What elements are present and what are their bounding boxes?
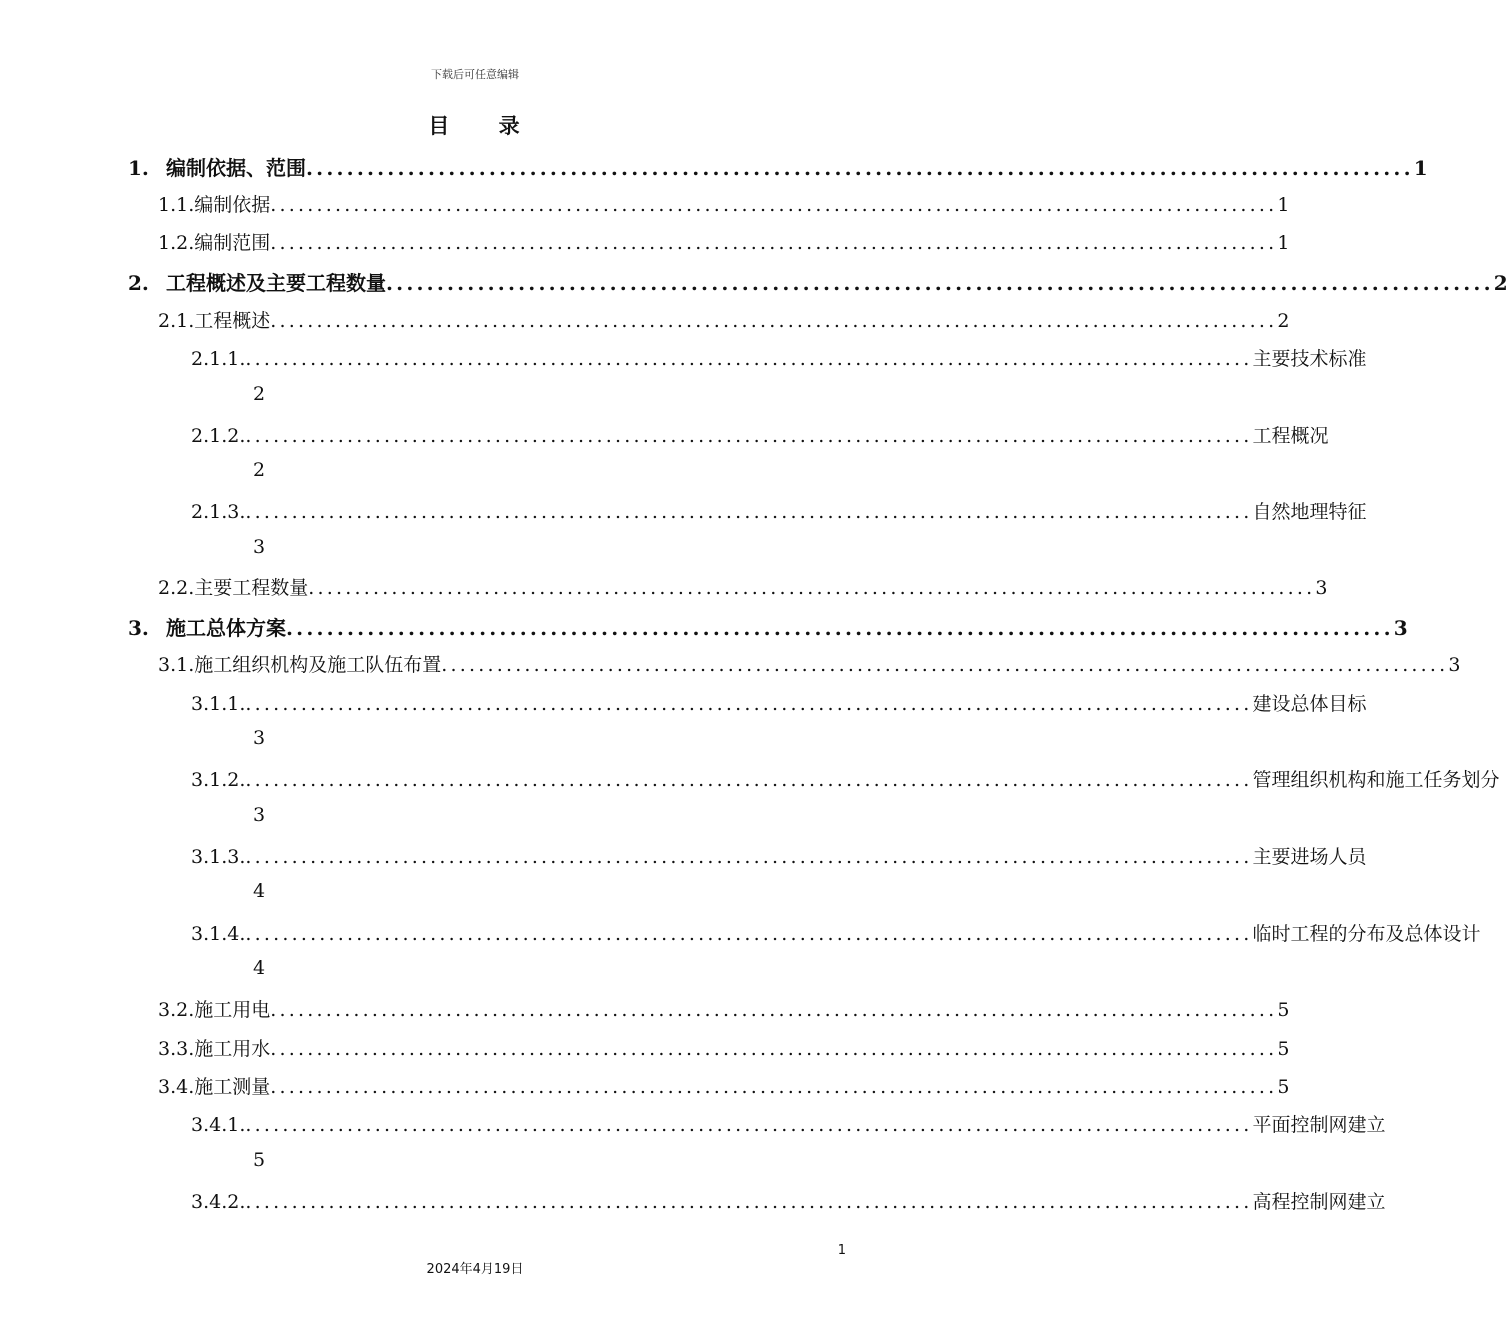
- toc-entry-level1[interactable]: [128, 267, 1508, 296]
- toc-entry-page: 2: [253, 383, 266, 405]
- toc-entry-level3[interactable]: [191, 689, 1367, 716]
- toc-entry-number: 3.: [128, 616, 149, 640]
- toc-entry-title: 工程概述及主要工程数量: [166, 271, 386, 295]
- toc-entry-page: 2: [253, 459, 266, 481]
- toc-entry-level2[interactable]: [158, 190, 1290, 217]
- page-title: 目 录: [428, 113, 522, 138]
- toc-entry-title: 平面控制网建立: [1252, 1114, 1386, 1136]
- toc-entry-title: 施工总体方案: [166, 616, 286, 640]
- toc-entry-level1[interactable]: [128, 152, 1428, 181]
- toc-entry-number: 2.1.3.: [191, 501, 246, 523]
- toc-entry-title: 施工组织机构及施工队伍布置: [194, 654, 442, 676]
- toc-entry-page: 1: [1277, 232, 1290, 254]
- toc-entry-number: 2.2.: [158, 577, 195, 599]
- toc-entry-level2[interactable]: [158, 306, 1290, 333]
- toc-entry-number: 3.1.1.: [191, 693, 246, 715]
- toc-leader-dots: .............................................................................................................: [245, 1191, 1253, 1213]
- toc-entry-level2[interactable]: [158, 1072, 1290, 1099]
- toc-entry-page: 3: [1448, 654, 1461, 676]
- toc-leader-dots: .............................................................................................................: [308, 577, 1316, 599]
- toc-entry-page: 1: [1277, 194, 1290, 216]
- toc-entry-number: 3.4.: [158, 1076, 195, 1098]
- toc-entry-page: 4: [253, 880, 266, 902]
- toc-entry-number: 2.1.2.: [191, 425, 246, 447]
- toc-entry-page: 2: [1493, 271, 1508, 295]
- toc-leader-dots: .............................................................................................................: [441, 654, 1449, 676]
- toc-entry-title: 施工测量: [194, 1076, 271, 1098]
- toc-entry-level3[interactable]: [191, 421, 1329, 448]
- toc-entry-title: 主要工程数量: [194, 577, 309, 599]
- toc-entry-title: 管理组织机构和施工任务划分: [1252, 769, 1500, 791]
- toc-entry-page: 4: [253, 957, 266, 979]
- toc-entry-number: 1.: [128, 156, 149, 180]
- toc-entry-level3[interactable]: [191, 497, 1367, 524]
- toc-entry-level3[interactable]: [191, 1187, 1386, 1214]
- toc-entry-title: 工程概况: [1252, 425, 1329, 447]
- toc-entry-number: 3.4.1.: [191, 1114, 246, 1136]
- toc-entry-title: 主要进场人员: [1252, 846, 1367, 868]
- toc-entry-page: 1: [1413, 156, 1428, 180]
- toc-leader-dots: .............................................................................................................: [270, 194, 1278, 216]
- toc-entry-level3[interactable]: [191, 765, 1500, 792]
- toc-entry-number: 1.2.: [158, 232, 195, 254]
- toc-entry-page: 3: [253, 727, 266, 749]
- toc-entry-title: 建设总体目标: [1252, 693, 1367, 715]
- toc-entry-number: 3.4.2.: [191, 1191, 246, 1213]
- toc-leader-dots: .............................................................................................................: [386, 271, 1494, 295]
- toc-leader-dots: .............................................................................................................: [270, 1038, 1278, 1060]
- footer-date: 2024年4月19日: [426, 1262, 524, 1277]
- toc-entry-page: 5: [253, 1149, 266, 1171]
- toc-entry-level3[interactable]: [191, 344, 1367, 371]
- toc-entry-number: 2.1.: [158, 310, 195, 332]
- toc-entry-page: 3: [1393, 616, 1408, 640]
- toc-leader-dots: .............................................................................................................: [245, 923, 1253, 945]
- toc-entry-number: 1.1.: [158, 194, 195, 216]
- toc-entry-page: 5: [1277, 999, 1290, 1021]
- toc-entry-page: 3: [253, 804, 266, 826]
- toc-leader-dots: .............................................................................................................: [270, 1076, 1278, 1098]
- toc-entry-number: 3.1.: [158, 654, 195, 676]
- toc-entry-number: 3.3.: [158, 1038, 195, 1060]
- toc-entry-title: 临时工程的分布及总体设计: [1252, 923, 1481, 945]
- toc-leader-dots: .............................................................................................................: [286, 616, 1394, 640]
- toc-entry-title: 高程控制网建立: [1252, 1191, 1386, 1213]
- toc-entry-title: 施工用电: [194, 999, 271, 1021]
- page-number: 1: [837, 1243, 846, 1258]
- toc-entry-page: 5: [1277, 1038, 1290, 1060]
- toc-entry-title: 施工用水: [194, 1038, 271, 1060]
- toc-entry-page: 2: [1277, 310, 1290, 332]
- toc-entry-title: 自然地理特征: [1252, 501, 1367, 523]
- toc-entry-title: 编制依据、范围: [166, 156, 306, 180]
- toc-entry-page: 5: [1277, 1076, 1290, 1098]
- toc-entry-level3[interactable]: [191, 842, 1367, 869]
- toc-entry-level2[interactable]: [158, 650, 1461, 677]
- toc-entry-title: 编制依据: [194, 194, 271, 216]
- toc-entry-level2[interactable]: [158, 228, 1290, 255]
- toc-entry-level1[interactable]: [128, 612, 1408, 641]
- toc-entry-title: 主要技术标准: [1252, 348, 1367, 370]
- page-header-note: 下载后可任意编辑: [431, 68, 519, 81]
- toc-entry-level3[interactable]: [191, 1110, 1386, 1137]
- toc-entry-page: 3: [1315, 577, 1328, 599]
- toc-leader-dots: .............................................................................................................: [245, 425, 1253, 447]
- toc-entry-number: 3.2.: [158, 999, 195, 1021]
- toc-entry-title: 工程概述: [194, 310, 271, 332]
- toc-leader-dots: .............................................................................................................: [270, 999, 1278, 1021]
- toc-leader-dots: .............................................................................................................: [245, 769, 1253, 791]
- toc-entry-title: 编制范围: [194, 232, 271, 254]
- toc-entry-number: 3.1.2.: [191, 769, 246, 791]
- toc-leader-dots: .............................................................................................................: [245, 501, 1253, 523]
- toc-entry-level2[interactable]: [158, 573, 1328, 600]
- toc-entry-level2[interactable]: [158, 995, 1290, 1022]
- toc-entry-page: 3: [253, 536, 266, 558]
- toc-leader-dots: .............................................................................................................: [245, 846, 1253, 868]
- toc-leader-dots: .............................................................................................................: [270, 232, 1278, 254]
- toc-entry-number: 2.1.1.: [191, 348, 246, 370]
- toc-entry-level3[interactable]: [191, 919, 1481, 946]
- toc-entry-number: 2.: [128, 271, 149, 295]
- toc-leader-dots: .............................................................................................................: [245, 1114, 1253, 1136]
- toc-entry-number: 3.1.4.: [191, 923, 246, 945]
- toc-entry-level2[interactable]: [158, 1034, 1290, 1061]
- toc-entry-number: 3.1.3.: [191, 846, 246, 868]
- toc-leader-dots: .............................................................................................................: [245, 348, 1253, 370]
- toc-leader-dots: .............................................................................................................: [245, 693, 1253, 715]
- toc-leader-dots: .............................................................................................................: [270, 310, 1278, 332]
- toc-leader-dots: .............................................................................................................: [306, 156, 1414, 180]
